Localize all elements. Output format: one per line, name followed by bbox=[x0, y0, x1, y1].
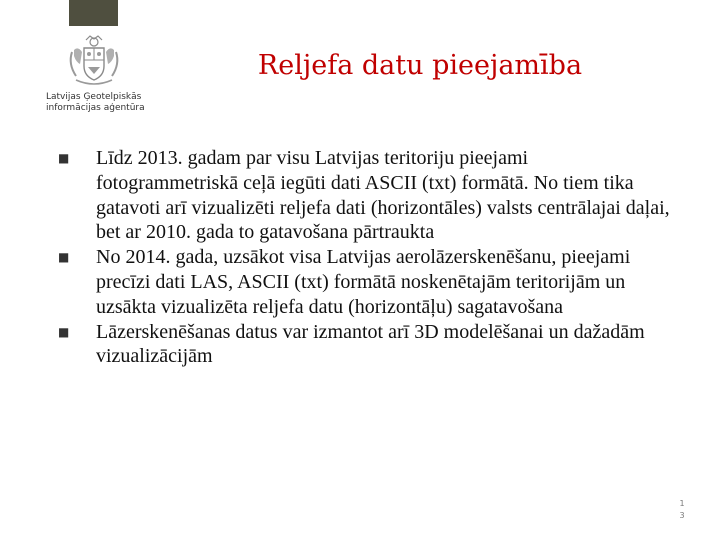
page-number-digit: 3 bbox=[679, 511, 685, 520]
agency-name-line1: Latvijas Ģeotelpiskās bbox=[46, 92, 142, 102]
bullet-item bbox=[52, 146, 672, 245]
square-bullet-icon: ■ bbox=[58, 324, 70, 339]
square-bullet-icon: ■ bbox=[58, 250, 70, 265]
bullet-item bbox=[52, 245, 672, 319]
square-bullet-icon: ■ bbox=[58, 151, 70, 165]
top-accent-bar bbox=[69, 0, 118, 26]
bullet-item bbox=[52, 320, 672, 370]
agency-name-line2: informācijas aģentūra bbox=[46, 103, 145, 113]
page-number bbox=[672, 498, 692, 522]
agency-name bbox=[40, 92, 156, 114]
bullet-list bbox=[52, 146, 672, 369]
agency-logo bbox=[40, 32, 150, 122]
slide-title: Reljefa datu pieejamība bbox=[257, 50, 583, 81]
bullet-text: Līdz 2013. gadam par visu Latvijas teritoriju pieejami fotogrammetriskā ceļā iegūti dati ASCII (txt) formātā. No tiem tika gatavoti arī vizualizēti reljefa dati (horizontāles) valsts centrālajai daļai, bet ar 2010. gada to gatavošana pārtraukta bbox=[96, 147, 670, 244]
coat-of-arms-icon bbox=[66, 34, 122, 90]
bullet-text: No 2014. gada, uzsākot visa Latvijas aerolāzerskenēšanu, pieejami precīzi dati LAS, ASCII (txt) formātā noskenētajām teritorijām un uzsākta vizualizēta reljefa datu (horizontāļu) sagatavošana bbox=[96, 246, 631, 318]
bullet-text: Lāzerskenēšanas datus var izmantot arī 3D modelēšanai un dažadām vizualizācijām bbox=[96, 320, 645, 368]
page-number-digit: 1 bbox=[679, 499, 685, 508]
